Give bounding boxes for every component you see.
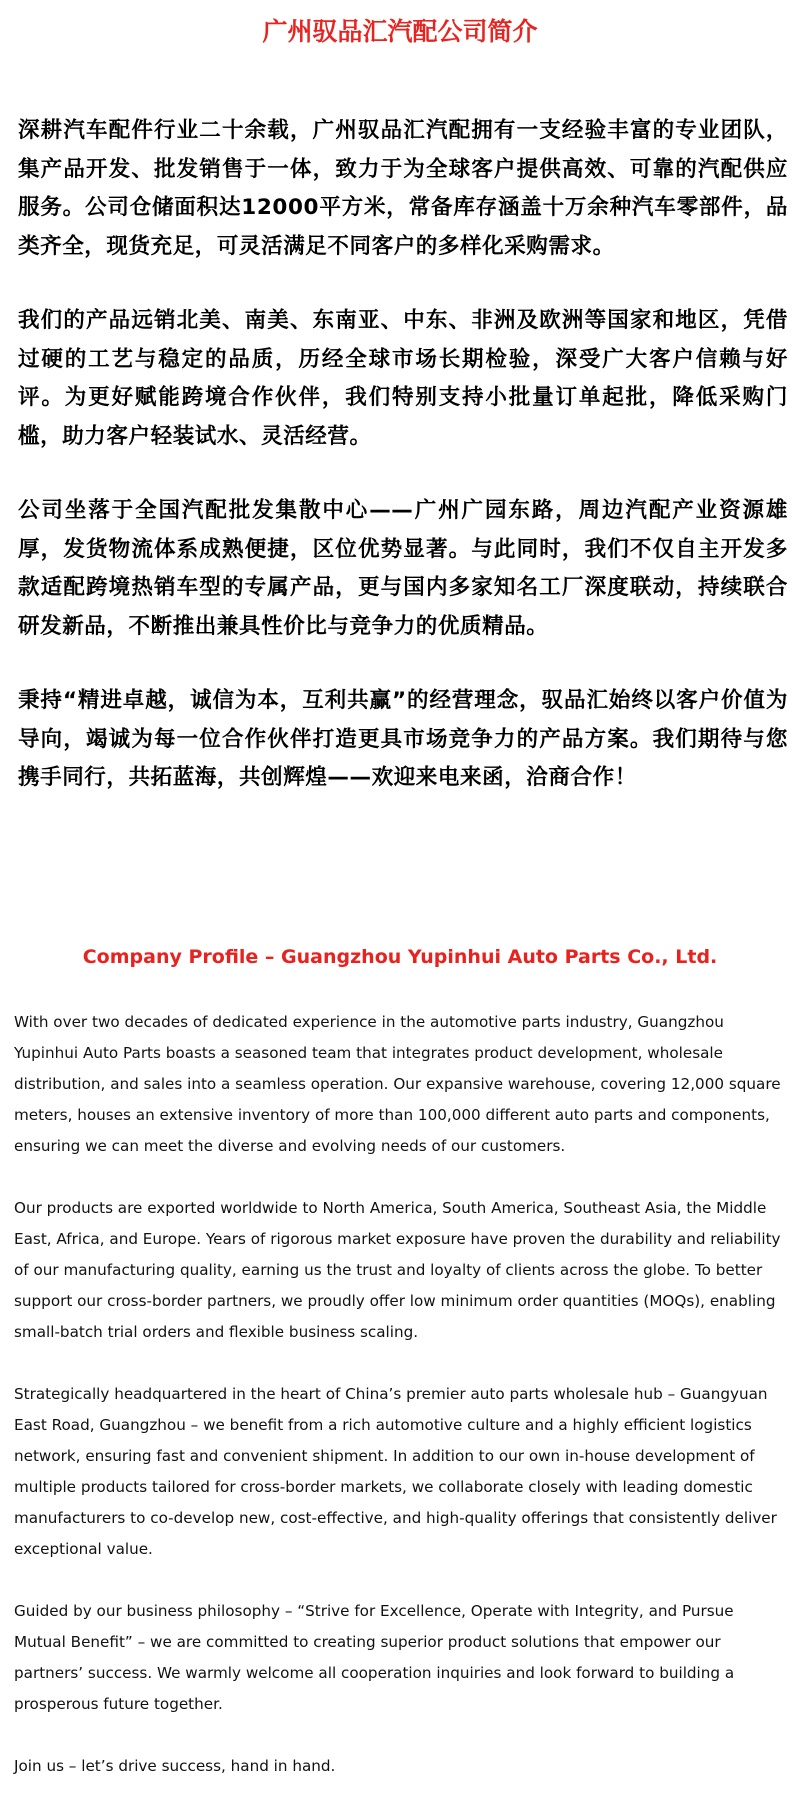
chinese-paragraph-1: 深耕汽车配件行业二十余载，广州驭品汇汽配拥有一支经验丰富的专业团队，集产品开发、批发销售于一体，致力于为全球客户提供高效、可靠的汽配供应服务。公司仓储面积达12000平方米，常备库存涵盖十万余种汽车零部件，品类齐全，现货充足，可灵活满足不同客户的多样化采购需求。 [18, 118, 788, 259]
chinese-title: 广州驭品汇汽配公司简介 [262, 17, 538, 46]
english-paragraph-1: With over two decades of dedicated experience in the automotive parts industry, Guangzhou Yupinhui Auto Parts boasts a seasoned team that integrates product development, wholesale distribution, and sales into a seamless operation. Our expansive warehouse, covering 12,000 square meters, houses an extensive inventory of more than 100,000 different auto parts and components, ensuring we can meet the diverse and evolving needs of our customers. [14, 1013, 781, 1155]
english-paragraph-4: Guided by our business philosophy – “Strive for Excellence, Operate with Integrity, and Pursue Mutual Benefit” – we are committed to creating superior product solutions that empower our partners’ success. We warmly welcome all cooperation inquiries and look forward to building a prosperous future together. [14, 1602, 735, 1713]
english-title: Company Profile – Guangzhou Yupinhui Auto Parts Co., Ltd. [82, 946, 718, 968]
chinese-paragraph-3: 公司坐落于全国汽配批发集散中心——广州广园东路，周边汽配产业资源雄厚，发货物流体系成熟便捷，区位优势显著。与此同时，我们不仅自主开发多款适配跨境热销车型的专属产品，更与国内多家知名工厂深度联动，持续联合研发新品，不断推出兼具性价比与竞争力的优质精品。 [18, 498, 788, 639]
english-paragraph-3: Strategically headquartered in the heart of China’s premier auto parts wholesale hub – Guangyuan East Road, Guangzhou – we benefit from a rich automotive culture and a highly efficient logistics network, ensuring fast and convenient shipment. In addition to our own in-house development of multiple products tailored for cross-border markets, we collaborate closely with leading domestic manufacturers to co-develop new, cost-effective, and high-quality offerings that consistently deliver exceptional value. [14, 1385, 777, 1558]
english-closing-line: Join us – let’s drive success, hand in hand. [14, 1757, 336, 1775]
english-body [14, 1007, 790, 1813]
chinese-body [18, 112, 788, 834]
chinese-paragraph-2: 我们的产品远销北美、南美、东南亚、中东、非洲及欧洲等国家和地区，凭借过硬的工艺与稳定的品质，历经全球市场长期检验，深受广大客户信赖与好评。为更好赋能跨境合作伙伴，我们特别支持小批量订单起批，降低采购门槛，助力客户轻装试水、灵活经营。 [18, 308, 788, 449]
chinese-paragraph-4: 秉持“精进卓越，诚信为本，互利共赢”的经营理念，驭品汇始终以客户价值为导向，竭诚为每一位合作伙伴打造更具市场竞争力的产品方案。我们期待与您携手同行，共拓蓝海，共创辉煌——欢迎来电来函，洽商合作！ [18, 688, 788, 790]
english-paragraph-2: Our products are exported worldwide to North America, South America, Southeast Asia, the Middle East, Africa, and Europe. Years of rigorous market exposure have proven the durability and reliability of our manufacturing quality, earning us the trust and loyalty of clients across the globe. To better support our cross-border partners, we proudly offer low minimum order quantities (MOQs), enabling small-batch trial orders and flexible business scaling. [14, 1199, 781, 1341]
